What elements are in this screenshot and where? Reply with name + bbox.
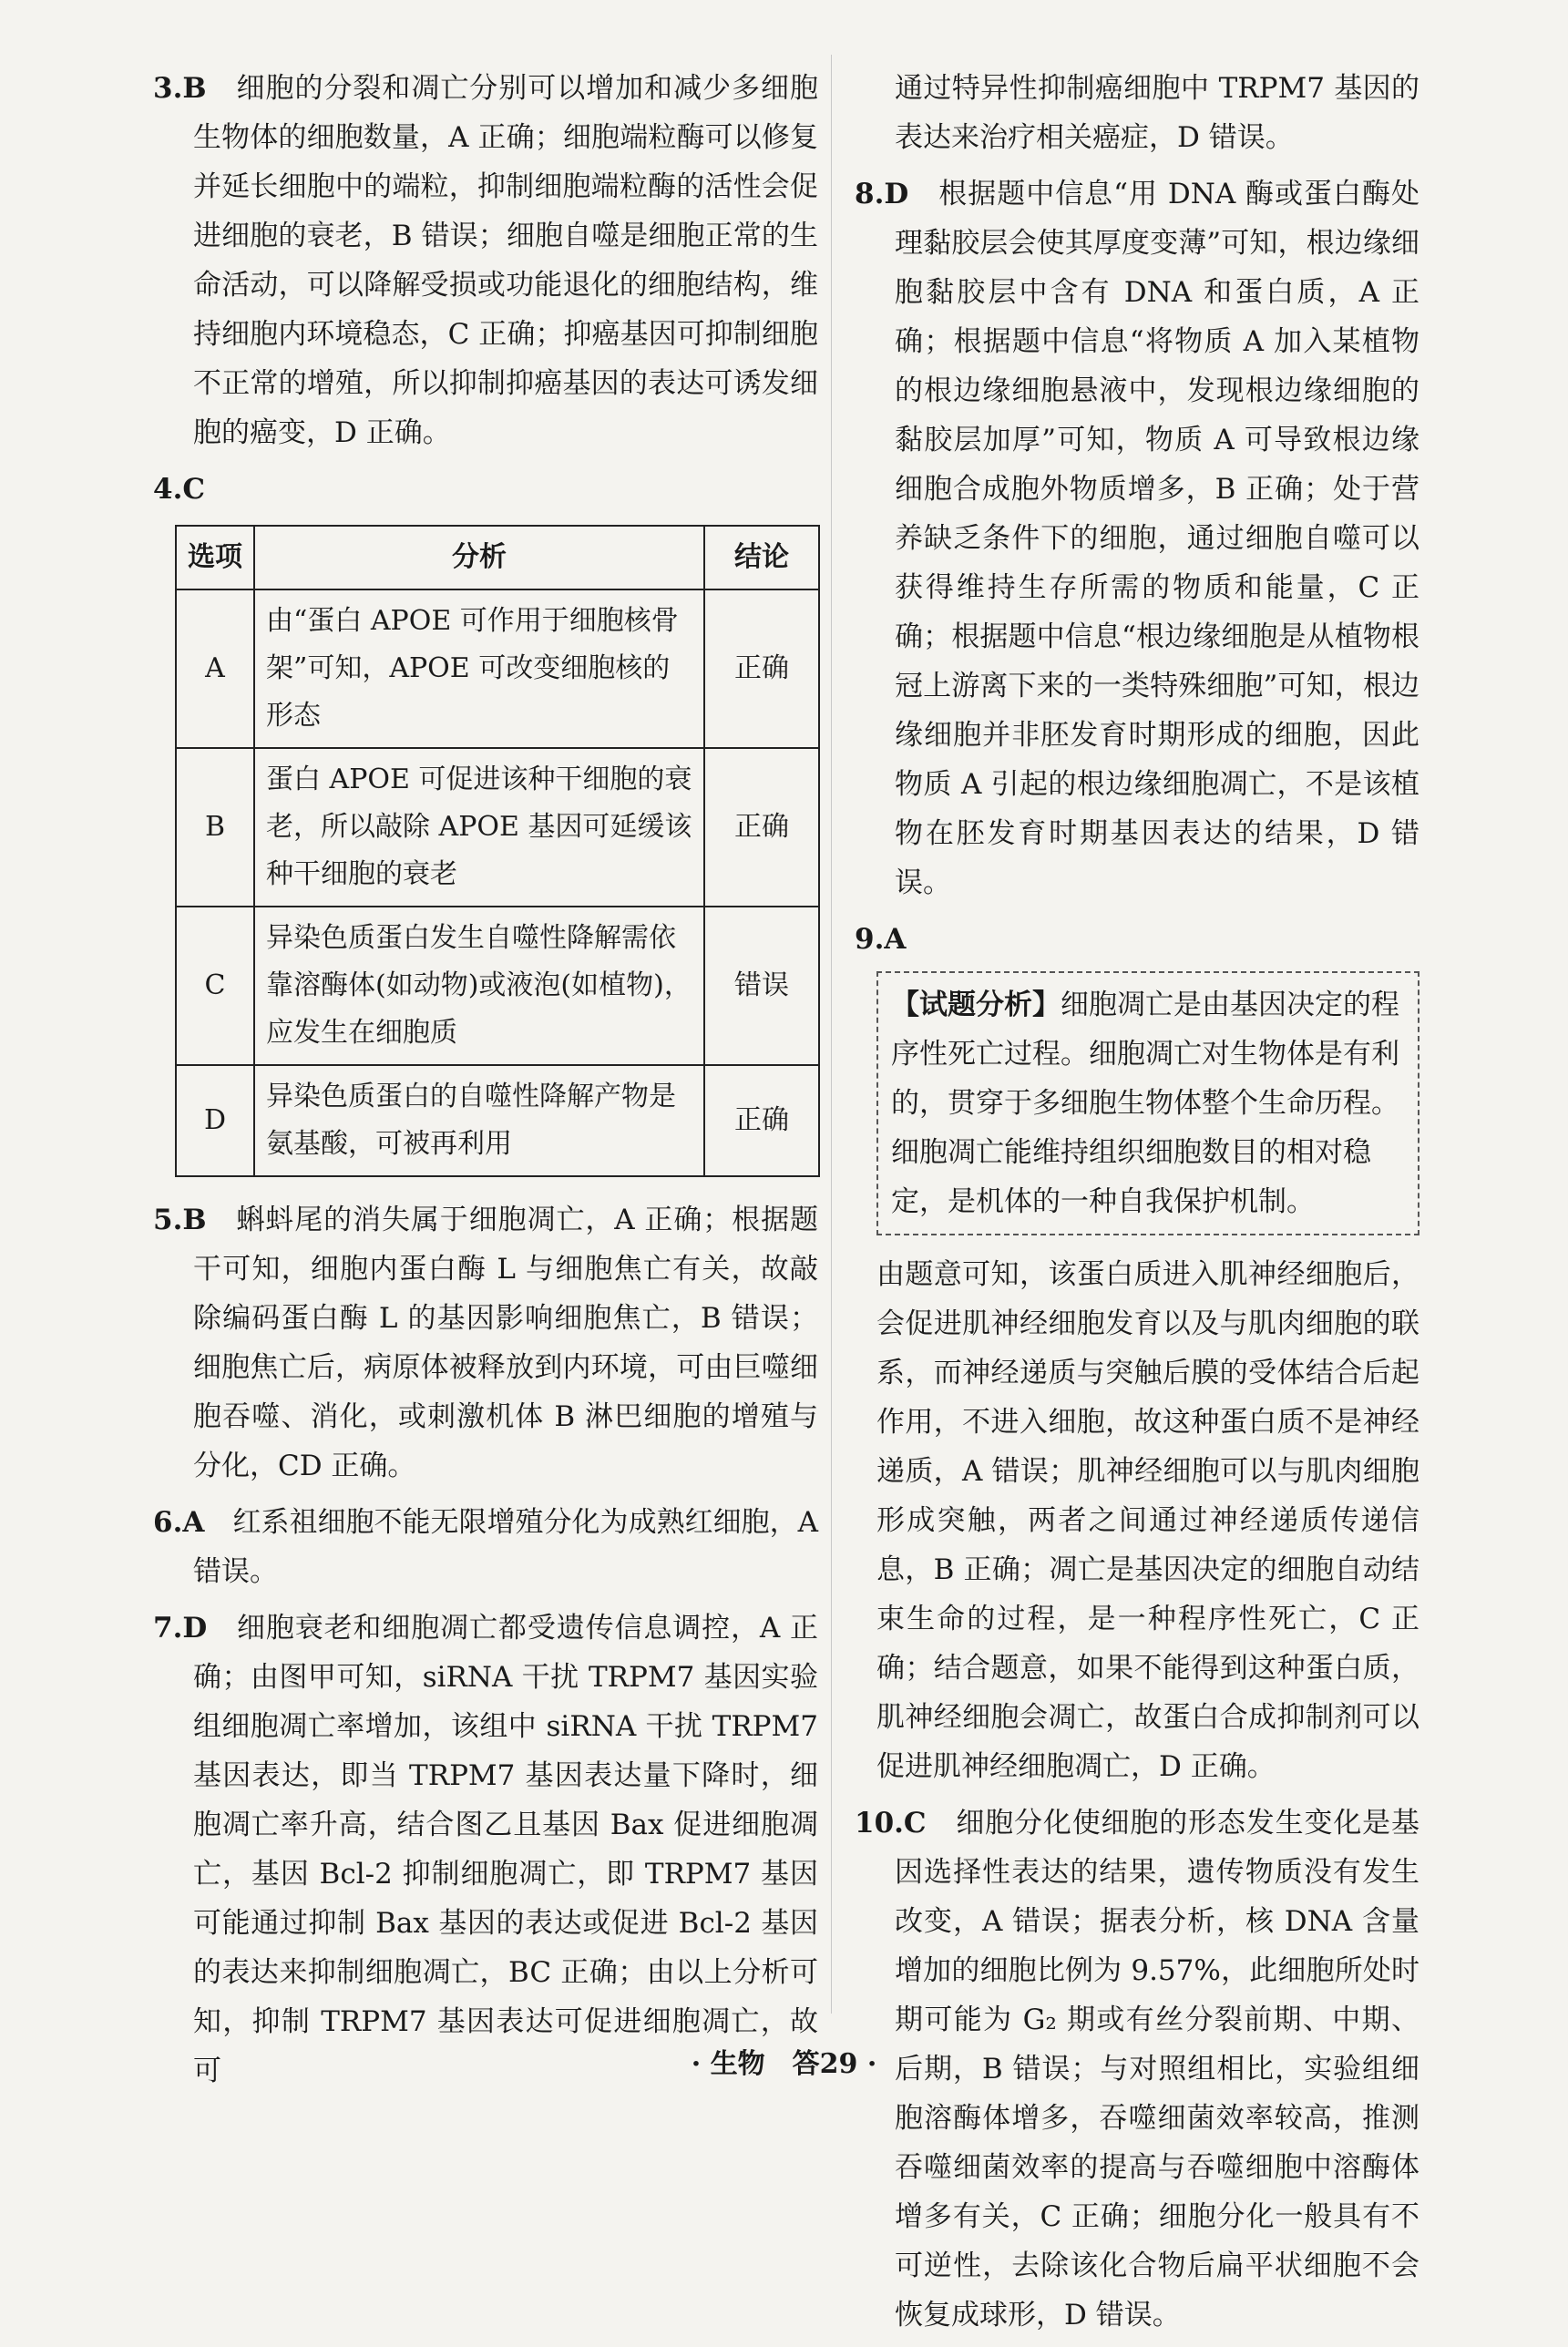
- answer-3: 3.B 细胞的分裂和凋亡分别可以增加和减少多细胞生物体的细胞数量，A 正确；细胞端粒酶可以修复并延长细胞中的端粒，抑制细胞端粒酶的活性会促进细胞的衰老，B 错误；细胞自噬是细胞正常的生命活动，可以降解受损或功能退化的细胞结构，维持细胞内环境稳态，C 正确；抑癌基因可抑制细胞不正常的增殖，所以抑制抑癌基因的表达可诱发细胞的癌变，D 正确。: [153, 72, 819, 449]
- analysis-table: [175, 525, 820, 1177]
- left-column: [153, 64, 818, 2103]
- answer-9-body: 由题意可知，该蛋白质进入肌神经细胞后，会促进肌神经细胞发育以及与肌肉细胞的联系，而神经递质与突触后膜的受体结合后起作用，不进入细胞，故这种蛋白质不是神经递质，A 错误；肌神经细胞可以与肌肉细胞形成突触，两者之间通过神经递质传递信息，B 正确；凋亡是基因决定的细胞自动结束生命的过程，是一种程序性死亡，C 正确；结合题意，如果不能得到这种蛋白质，肌神经细胞会凋亡，故蛋白合成抑制剂可以促进肌神经细胞凋亡，D 正确。: [876, 1258, 1419, 1783]
- answer-7: 7.D 细胞衰老和细胞凋亡都受遗传信息调控，A 正确；由图甲可知，siRNA 干扰 TRPM7 基因实验组细胞凋亡率增加，该组中 siRNA 干扰 TRPM7 基因表达，即当 TRPM7 基因表达量下降时，细胞凋亡率升高，结合图乙且基因 Bax 促进细胞凋亡，基因 Bcl-2 抑制细胞凋亡，即 TRPM7 基因可能通过抑制 Bax 基因的表达或促进 Bcl-2 基因的表达来抑制细胞凋亡，BC 正确；由以上分析可知，抑制 TRPM7 基因表达可促进细胞凋亡，故可: [153, 1612, 818, 2087]
- table-row: C 异染色质蛋白发生自噬性降解需依靠溶酶体(如动物)或液泡(如植物)，应发生在细胞质 错误: [176, 907, 819, 1065]
- table-row: B 蛋白 APOE 可促进该种干细胞的衰老，所以敲除 APOE 基因可延缓该种干细胞的衰老 正确: [176, 748, 819, 907]
- table-row: A 由“蛋白 APOE 可作用于细胞核骨架”可知，APOE 可改变细胞核的形态 正确: [176, 589, 819, 748]
- answer-8: 8.D 根据题中信息“用 DNA 酶或蛋白酶处理黏胶层会使其厚度变薄”可知，根边缘细胞黏胶层中含有 DNA 和蛋白质，A 正确；根据题中信息“将物质 A 加入某植物的根边缘细胞悬液中，发现根边缘细胞的黏胶层加厚”可知，物质 A 可导致根边缘细胞合成胞外物质增多，B 正确；处于营养缺乏条件下的细胞，通过细胞自噬可以获得维持生存所需的物质和能量，C 正确；根据题中信息“根边缘细胞是从植物根冠上游离下来的一类特殊细胞”可知，根边缘细胞并非胚发育时期形成的细胞，因此物质 A 引起的根边缘细胞凋亡，不是该植物在胚发育时期基因表达的结果，D 错误。: [855, 178, 1420, 899]
- answer-5: 5.B 蝌蚪尾的消失属于细胞凋亡，A 正确；根据题干可知，细胞内蛋白酶 L 与细胞焦亡有关，故敲除编码蛋白酶 L 的基因影响细胞焦亡，B 错误；细胞焦亡后，病原体被释放到内环境，可由巨噬细胞吞噬、消化，或刺激机体 B 淋巴细胞的增殖与分化，CD 正确。: [153, 1204, 818, 1482]
- table-row: D 异染色质蛋白的自噬性降解产物是氨基酸，可被再利用 正确: [176, 1065, 819, 1176]
- column-divider: [831, 55, 832, 2014]
- right-column: [855, 64, 1419, 2347]
- answer-6: 6.A 红系祖细胞不能无限增殖分化为成熟红细胞，A 错误。: [153, 1506, 819, 1588]
- answer-9: 9.A: [855, 923, 907, 956]
- page-footer: · 生物 答29 ·: [691, 2048, 877, 2080]
- analysis-box: 【试题分析】细胞凋亡是由基因决定的程序性死亡过程。细胞凋亡对生物体是有利的，贯穿于多细胞生物体整个生命历程。细胞凋亡能维持组织细胞数目的相对稳定，是机体的一种自我保护机制。: [876, 971, 1419, 1235]
- answer-10: 10.C 细胞分化使细胞的形态发生变化是基因选择性表达的结果，遗传物质没有发生改变，A 错误；据表分析，核 DNA 含量增加的细胞比例为 9.57%，此细胞所处时期可能为 G₂ 期或有丝分裂前期、中期、后期，B 错误；与对照组相比，实验组细胞溶酶体增多，吞噬细菌效率较高，推测吞噬细菌效率的提高与吞噬细胞中溶酶体增多有关，C 正确；细胞分化一般具有不可逆性，去除该化合物后扁平状细胞不会恢复成球形，D 错误。: [855, 1807, 1420, 2332]
- answer-7-continued: 通过特异性抑制癌细胞中 TRPM7 基因的表达来治疗相关癌症，D 错误。: [895, 72, 1419, 154]
- table-header-row: 选项 分析 结论: [176, 526, 819, 589]
- answer-4: 4.C: [153, 473, 206, 506]
